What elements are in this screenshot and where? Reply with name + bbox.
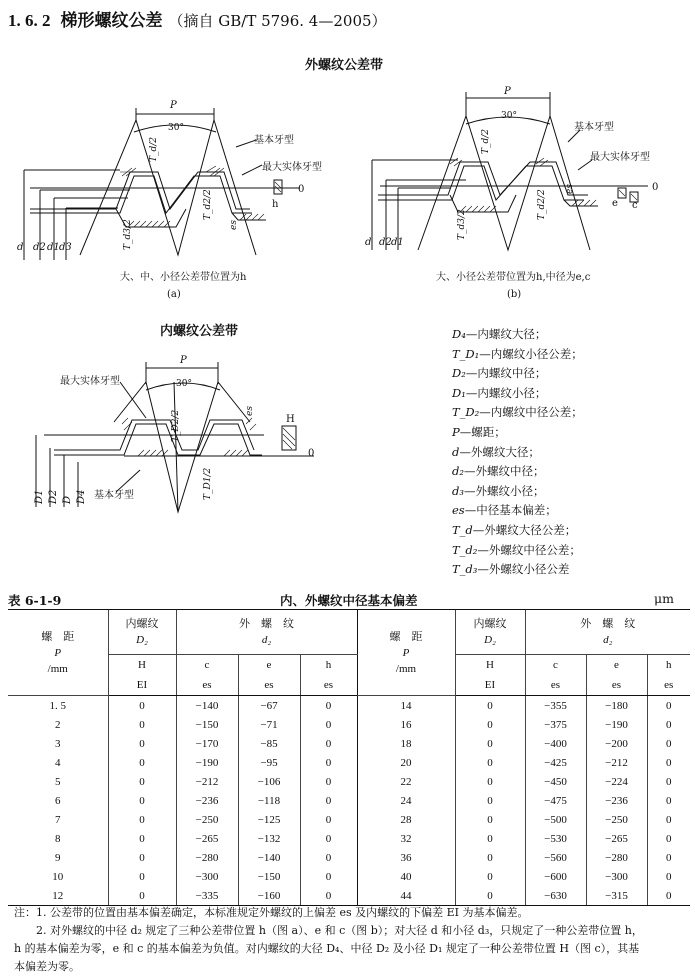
value-cell: −132 bbox=[238, 829, 300, 848]
value-cell: −280 bbox=[176, 848, 238, 867]
pitch-cell: 40 bbox=[357, 867, 455, 886]
value-cell: −250 bbox=[586, 810, 647, 829]
value-cell: 0 bbox=[455, 734, 525, 753]
fig-b-d: d bbox=[365, 237, 372, 248]
fig-a-h: h bbox=[272, 199, 279, 210]
section-heading bbox=[8, 6, 387, 31]
col-c: c bbox=[525, 655, 586, 676]
fig-c-td1: T_D1/2 bbox=[203, 467, 213, 500]
figure-a-caption: 大、中、小径公差带位置为h bbox=[120, 272, 247, 283]
table-row bbox=[8, 829, 690, 848]
table-title: 内、外螺纹中径基本偏差 bbox=[280, 593, 418, 608]
value-cell: −475 bbox=[525, 791, 586, 810]
fig-c-H: H bbox=[286, 414, 295, 425]
col-dev: es bbox=[586, 675, 647, 696]
value-cell: −140 bbox=[238, 848, 300, 867]
legend-item: d₂—外螺纹中径； bbox=[452, 464, 545, 479]
pitch-cell: 9 bbox=[8, 848, 108, 867]
value-cell: 0 bbox=[455, 829, 525, 848]
value-cell: 0 bbox=[108, 829, 176, 848]
fig-a-basic-label: 基本牙型 bbox=[254, 135, 294, 146]
fig-b-es: es bbox=[565, 184, 575, 194]
value-cell: −150 bbox=[176, 715, 238, 734]
value-cell: 0 bbox=[455, 810, 525, 829]
fig-a-es: es bbox=[229, 220, 239, 230]
table-row bbox=[8, 791, 690, 810]
value-cell: 0 bbox=[108, 867, 176, 886]
pitch-header-right: 螺 距 P /mm bbox=[357, 610, 455, 696]
col-e: e bbox=[586, 655, 647, 676]
pitch-cell: 22 bbox=[357, 772, 455, 791]
fig-b-c: c bbox=[632, 200, 638, 211]
value-cell: −600 bbox=[525, 867, 586, 886]
fig-a-maxmat-label: 最大实体牙型 bbox=[262, 162, 322, 173]
fig-b-pitch: P bbox=[504, 86, 511, 97]
fig-c-D1: D1 bbox=[34, 489, 45, 504]
legend-item: D₂—内螺纹中径； bbox=[452, 366, 547, 381]
value-cell: 0 bbox=[300, 753, 357, 772]
value-cell: 0 bbox=[300, 848, 357, 867]
pitch-cell: 3 bbox=[8, 734, 108, 753]
value-cell: −500 bbox=[525, 810, 586, 829]
value-cell: −315 bbox=[586, 886, 647, 906]
value-cell: 0 bbox=[666, 832, 672, 845]
value-cell: 0 bbox=[108, 791, 176, 810]
value-cell: 0 bbox=[108, 886, 176, 906]
pitch-cell: 18 bbox=[357, 734, 455, 753]
pitch-cell: 6 bbox=[8, 791, 108, 810]
value-cell: 0 bbox=[300, 715, 357, 734]
pitch-cell: 10 bbox=[8, 867, 108, 886]
value-cell: 0 bbox=[666, 699, 672, 712]
table-row bbox=[8, 848, 690, 867]
value-cell: 0 bbox=[455, 867, 525, 886]
value-cell: −335 bbox=[176, 886, 238, 906]
fig-a-td: T_d/2 bbox=[149, 136, 159, 162]
value-cell: −236 bbox=[586, 791, 647, 810]
table-label: 表 6-1-9 bbox=[8, 593, 62, 608]
value-cell: 0 bbox=[666, 718, 672, 731]
col-dev: es bbox=[647, 675, 690, 696]
fig-a-d1: d1 bbox=[47, 242, 60, 253]
value-cell: −180 bbox=[586, 696, 647, 716]
col-dev: es bbox=[300, 675, 357, 696]
note-line: h 的基本偏差为零，e 和 c 的基本偏差为负值。对内螺纹的大径 D₄、中径 D₂ 及小径 D₁ 规定了一种公差带位置 H（图 c），其基 bbox=[14, 942, 640, 955]
fig-a-d3: d3 bbox=[59, 242, 72, 253]
legend-item: P—螺距； bbox=[452, 424, 506, 439]
value-cell: −300 bbox=[176, 867, 238, 886]
value-cell: 0 bbox=[300, 829, 357, 848]
value-cell: −530 bbox=[525, 829, 586, 848]
value-cell: 0 bbox=[300, 791, 357, 810]
fig-c-td2: T_D2/2 bbox=[171, 409, 181, 442]
col-dev: EI bbox=[108, 675, 176, 696]
internal-header-right: 内螺纹 D₂ bbox=[455, 610, 525, 655]
legend-item: T_D₁—内螺纹小径公差； bbox=[452, 346, 583, 361]
value-cell: −265 bbox=[586, 829, 647, 848]
value-cell: 0 bbox=[455, 772, 525, 791]
value-cell: 0 bbox=[666, 813, 672, 826]
value-cell: 0 bbox=[108, 734, 176, 753]
symbol-legend bbox=[452, 325, 583, 580]
value-cell: −355 bbox=[525, 696, 586, 716]
fig-c-pitch: P bbox=[180, 355, 187, 366]
col-e: e bbox=[238, 655, 300, 676]
value-cell: 0 bbox=[300, 810, 357, 829]
fig-b-td3: T_d3/2 bbox=[457, 209, 467, 240]
value-cell: 0 bbox=[108, 753, 176, 772]
fig-c-D4: D4 bbox=[76, 489, 87, 504]
fig-a-pitch: P bbox=[170, 100, 177, 111]
pitch-cell: 14 bbox=[357, 696, 455, 716]
value-cell: 0 bbox=[300, 734, 357, 753]
legend-item: T_d—外螺纹大径公差； bbox=[452, 522, 577, 537]
value-cell: 0 bbox=[455, 886, 525, 906]
fig-b-angle: 30° bbox=[501, 111, 517, 121]
value-cell: 0 bbox=[300, 867, 357, 886]
col-dev: es bbox=[176, 675, 238, 696]
value-cell: −71 bbox=[238, 715, 300, 734]
legend-item: T_D₂—内螺纹中径公差； bbox=[452, 405, 583, 420]
value-cell: −160 bbox=[238, 886, 300, 906]
col-dev: es bbox=[238, 675, 300, 696]
value-cell: −630 bbox=[525, 886, 586, 906]
figure-a-label: (a) bbox=[167, 289, 181, 300]
col-dev: EI bbox=[455, 675, 525, 696]
value-cell: 0 bbox=[108, 715, 176, 734]
figure-b-label: (b) bbox=[507, 289, 522, 300]
value-cell: −67 bbox=[238, 696, 300, 716]
pitch-cell: 5 bbox=[8, 772, 108, 791]
table-row bbox=[8, 734, 690, 753]
pitch-cell: 16 bbox=[357, 715, 455, 734]
col-h: h bbox=[666, 659, 672, 671]
fig-c-D2: D2 bbox=[48, 489, 59, 504]
value-cell: −140 bbox=[176, 696, 238, 716]
value-cell: −125 bbox=[238, 810, 300, 829]
value-cell: −450 bbox=[525, 772, 586, 791]
fig-b-basic-label: 基本牙型 bbox=[574, 122, 614, 133]
value-cell: 0 bbox=[108, 772, 176, 791]
value-cell: −560 bbox=[525, 848, 586, 867]
fig-b-maxmat-label: 最大实体牙型 bbox=[590, 152, 650, 163]
value-cell: 0 bbox=[455, 696, 525, 716]
value-cell: −224 bbox=[586, 772, 647, 791]
fig-c-maxmat-label: 最大实体牙型 bbox=[60, 376, 120, 387]
fig-a-td2: T_d2/2 bbox=[203, 189, 213, 220]
fig-c-basic-label: 基本牙型 bbox=[94, 490, 134, 501]
value-cell: −118 bbox=[238, 791, 300, 810]
value-cell: 0 bbox=[455, 848, 525, 867]
fig-b-e: e bbox=[612, 198, 618, 209]
value-cell: 0 bbox=[300, 772, 357, 791]
section-source: （摘自 GB/T 5796. 4—2005） bbox=[168, 12, 387, 30]
col-h: h bbox=[300, 655, 357, 676]
section-title: 梯形螺纹公差 bbox=[60, 11, 163, 31]
value-cell: −170 bbox=[176, 734, 238, 753]
legend-item: T_d₂—外螺纹中径公差； bbox=[452, 542, 581, 557]
value-cell: 0 bbox=[666, 851, 672, 864]
pitch-cell: 44 bbox=[357, 886, 455, 906]
pitch-cell: 36 bbox=[357, 848, 455, 867]
value-cell: −190 bbox=[176, 753, 238, 772]
value-cell: 0 bbox=[300, 696, 357, 716]
external-header-left: 外 螺 纹 d₂ bbox=[176, 610, 357, 655]
value-cell: −150 bbox=[238, 867, 300, 886]
value-cell: −250 bbox=[176, 810, 238, 829]
fig-c-zero: 0 bbox=[308, 448, 315, 459]
value-cell: 0 bbox=[108, 696, 176, 716]
external-thread-title: 外螺纹公差带 bbox=[305, 58, 384, 73]
value-cell: 0 bbox=[108, 848, 176, 867]
fig-a-d: d bbox=[17, 242, 24, 253]
external-header-right: 外 螺 纹 d₂ bbox=[525, 610, 690, 655]
table-row bbox=[8, 772, 690, 791]
table-row bbox=[8, 753, 690, 772]
fig-b-td2: T_d2/2 bbox=[537, 189, 547, 220]
value-cell: −85 bbox=[238, 734, 300, 753]
value-cell: 0 bbox=[647, 886, 690, 906]
fig-a-d2: d2 bbox=[33, 242, 46, 253]
figure-c-diagram bbox=[24, 352, 324, 537]
value-cell: 0 bbox=[666, 775, 672, 788]
col-H: H bbox=[455, 655, 525, 676]
value-cell: −190 bbox=[586, 715, 647, 734]
value-cell: −200 bbox=[586, 734, 647, 753]
pitch-cell: 28 bbox=[357, 810, 455, 829]
table-row bbox=[8, 886, 690, 906]
pitch-cell: 1. 5 bbox=[8, 696, 108, 716]
section-number: 1. 6. 2 bbox=[8, 11, 51, 30]
fig-c-angle: 30° bbox=[176, 379, 192, 389]
pitch-cell: 24 bbox=[357, 791, 455, 810]
value-cell: 0 bbox=[300, 886, 357, 906]
table-notes bbox=[14, 904, 690, 976]
fig-a-angle: 30° bbox=[168, 123, 184, 133]
value-cell: 0 bbox=[666, 737, 672, 750]
fig-b-td: T_d/2 bbox=[481, 128, 491, 154]
value-cell: 0 bbox=[455, 791, 525, 810]
value-cell: −425 bbox=[525, 753, 586, 772]
fig-c-es: es bbox=[245, 406, 255, 416]
col-c: c bbox=[176, 655, 238, 676]
internal-header-left: 内螺纹 D₂ bbox=[108, 610, 176, 655]
legend-item: T_d₃—外螺纹小径公差 bbox=[452, 562, 570, 577]
note-line: 本偏差为零。 bbox=[14, 960, 80, 973]
fig-c-D: D bbox=[62, 495, 73, 504]
legend-item: D₁—内螺纹小径； bbox=[452, 385, 547, 400]
pitch-cell: 32 bbox=[357, 829, 455, 848]
pitch-cell: 12 bbox=[8, 886, 108, 906]
pitch-cell: 7 bbox=[8, 810, 108, 829]
table-row bbox=[8, 696, 690, 716]
legend-item: es—中径基本偏差； bbox=[452, 503, 557, 518]
table-unit: μm bbox=[654, 591, 674, 606]
value-cell: −236 bbox=[176, 791, 238, 810]
value-cell: 0 bbox=[666, 756, 672, 769]
pitch-header-left: 螺 距 P /mm bbox=[8, 610, 108, 696]
value-cell: 0 bbox=[666, 794, 672, 807]
note-line: 2. 对外螺纹的中径 d₂ 规定了三种公差带位置 h（图 a）、e 和 c（图 b）；对大径 d 和小径 d₃，只规定了一种公差带位置 h， bbox=[14, 924, 643, 937]
value-cell: 0 bbox=[455, 753, 525, 772]
value-cell: 0 bbox=[666, 870, 672, 883]
value-cell: −212 bbox=[586, 753, 647, 772]
pitch-cell: 20 bbox=[357, 753, 455, 772]
fig-b-d1: d1 bbox=[391, 237, 404, 248]
value-cell: −95 bbox=[238, 753, 300, 772]
legend-item: d—外螺纹大径； bbox=[452, 444, 540, 459]
internal-thread-title: 内螺纹公差带 bbox=[160, 324, 239, 339]
value-cell: −300 bbox=[586, 867, 647, 886]
pitch-cell: 4 bbox=[8, 753, 108, 772]
col-dev: es bbox=[525, 675, 586, 696]
value-cell: −400 bbox=[525, 734, 586, 753]
col-H: H bbox=[108, 655, 176, 676]
deviation-table bbox=[8, 610, 690, 906]
fig-a-td3: T_d3/2 bbox=[123, 219, 133, 250]
value-cell: −106 bbox=[238, 772, 300, 791]
fig-b-d2: d2 bbox=[379, 237, 392, 248]
figure-b-caption: 大、小径公差带位置为h,中径为e,c bbox=[436, 272, 591, 283]
value-cell: −265 bbox=[176, 829, 238, 848]
pitch-cell: 8 bbox=[8, 829, 108, 848]
value-cell: −375 bbox=[525, 715, 586, 734]
value-cell: −280 bbox=[586, 848, 647, 867]
legend-item: D₄—内螺纹大径； bbox=[452, 327, 547, 341]
legend-item: d₃—外螺纹小径； bbox=[452, 483, 545, 498]
table-row bbox=[8, 810, 690, 829]
fig-b-zero: 0 bbox=[652, 182, 659, 193]
value-cell: 0 bbox=[108, 810, 176, 829]
table-row bbox=[8, 867, 690, 886]
value-cell: 0 bbox=[455, 715, 525, 734]
pitch-cell: 2 bbox=[8, 715, 108, 734]
fig-a-zero: 0 bbox=[298, 184, 305, 195]
table-row bbox=[8, 715, 690, 734]
note-line: 注：1. 公差带的位置由基本偏差确定，本标准规定外螺纹的上偏差 es 及内螺纹的下偏差 EI 为基本偏差。 bbox=[14, 906, 529, 919]
value-cell: −212 bbox=[176, 772, 238, 791]
